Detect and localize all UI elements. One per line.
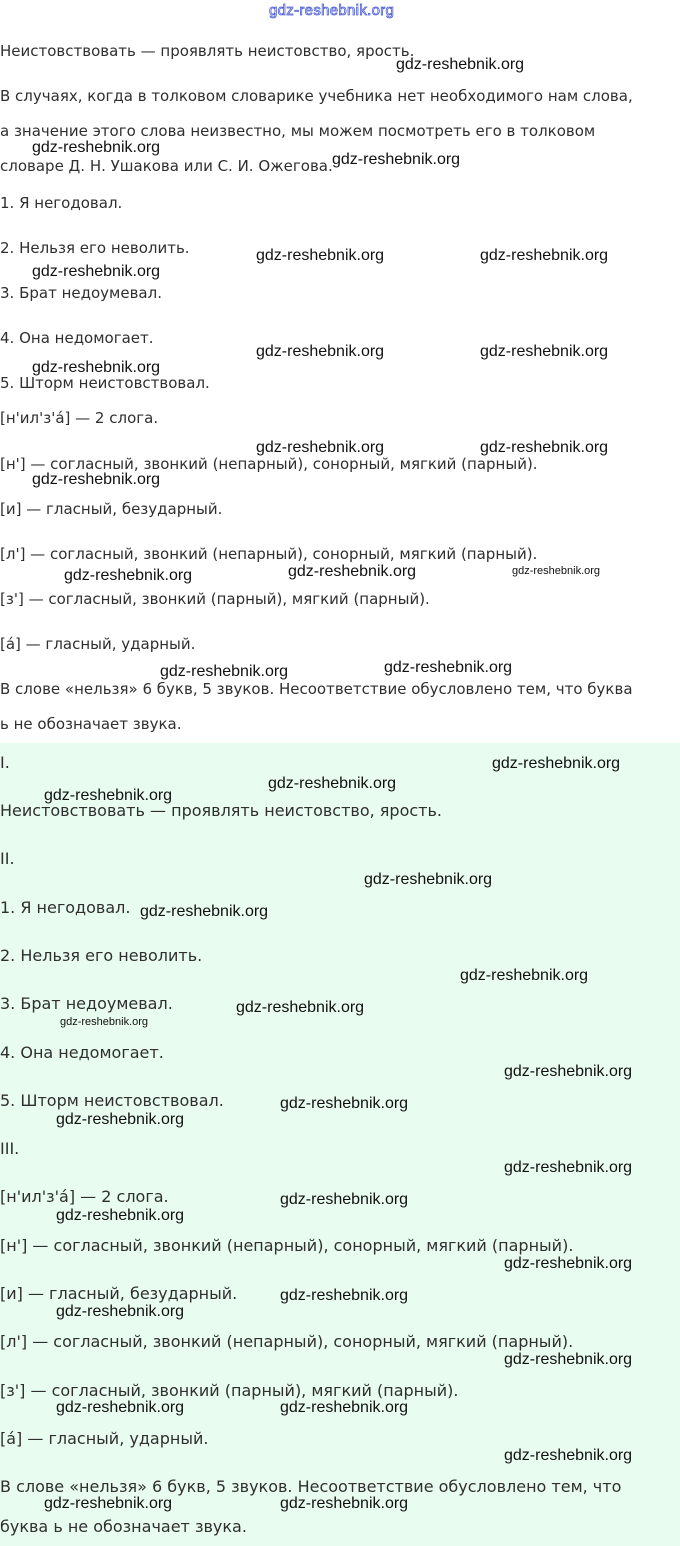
phonetic-line: [н'ил'з'а́] — 2 слога. <box>0 1187 169 1206</box>
phonetic-line: [а́] — гласный, ударный. <box>0 1429 209 1448</box>
conclusion-text: буква ь не обозначает звука. <box>0 1517 247 1536</box>
watermark-text: gdz-reshebnik.org <box>256 343 385 360</box>
watermark-text: gdz-reshebnik.org <box>504 1159 633 1176</box>
phonetic-line: [а́] — гласный, ударный. <box>0 635 196 653</box>
roman-numeral: I. <box>0 753 10 772</box>
watermark-text: gdz-reshebnik.org <box>288 563 417 580</box>
sentence-item: 2. Нельзя его неволить. <box>0 946 203 965</box>
answer-section-highlighted <box>0 743 680 1546</box>
definition-text: Неистовствовать — проявлять неистовство, ярость. <box>0 42 415 60</box>
sentence-item: 4. Она недомогает. <box>0 1043 164 1062</box>
sentence-item: 2. Нельзя его неволить. <box>0 239 190 257</box>
sentence-item: 5. Шторм неистовствовал. <box>0 1091 224 1110</box>
watermark-text: gdz-reshebnik.org <box>280 1095 409 1112</box>
watermark-text: gdz-reshebnik.org <box>480 343 609 360</box>
phonetic-line: [и] — гласный, безударный. <box>0 1284 238 1303</box>
watermark-text: gdz-reshebnik.org <box>56 1303 185 1320</box>
watermark-text: gdz-reshebnik.org <box>512 565 601 577</box>
explanation-text: словаре Д. Н. Ушакова или С. И. Ожегова. <box>0 157 333 175</box>
watermark-text: gdz-reshebnik.org <box>280 1495 409 1512</box>
phonetic-line: [з'] — согласный, звонкий (парный), мягкий (парный). <box>0 590 430 608</box>
watermark-text: gdz-reshebnik.org <box>256 439 385 456</box>
explanation-text: В случаях, когда в толковом словарике учебника нет необходимого нам слова, <box>0 87 633 105</box>
watermark-text: gdz-reshebnik.org <box>256 247 385 264</box>
watermark-text: gdz-reshebnik.org <box>280 1399 409 1416</box>
watermark-text: gdz-reshebnik.org <box>280 1287 409 1304</box>
site-watermark: gdz-reshebnik.org <box>269 2 395 19</box>
watermark-text: gdz-reshebnik.org <box>396 56 525 73</box>
watermark-text: gdz-reshebnik.org <box>504 1063 633 1080</box>
phonetic-line: [н'] — согласный, звонкий (непарный), сонорный, мягкий (парный). <box>0 1236 574 1255</box>
watermark-text: gdz-reshebnik.org <box>160 663 289 680</box>
sentence-item: 3. Брат недоумевал. <box>0 284 162 302</box>
watermark-text: gdz-reshebnik.org <box>32 471 161 488</box>
watermark-text: gdz-reshebnik.org <box>32 263 161 280</box>
watermark-text: gdz-reshebnik.org <box>384 659 513 676</box>
watermark-text: gdz-reshebnik.org <box>44 1495 173 1512</box>
watermark-text: gdz-reshebnik.org <box>480 439 609 456</box>
watermark-text: gdz-reshebnik.org <box>332 151 461 168</box>
sentence-item: 4. Она недомогает. <box>0 329 154 347</box>
watermark-text: gdz-reshebnik.org <box>44 787 173 804</box>
roman-numeral: II. <box>0 849 15 868</box>
watermark-text: gdz-reshebnik.org <box>64 567 193 584</box>
phonetic-line: [н'ил'з'а́] — 2 слога. <box>0 409 159 427</box>
watermark-text: gdz-reshebnik.org <box>504 1255 633 1272</box>
conclusion-text: ь не обозначает звука. <box>0 715 182 733</box>
watermark-text: gdz-reshebnik.org <box>504 1351 633 1368</box>
watermark-text: gdz-reshebnik.org <box>56 1399 185 1416</box>
watermark-text: gdz-reshebnik.org <box>268 775 397 792</box>
watermark-text: gdz-reshebnik.org <box>32 359 161 376</box>
phonetic-line: [л'] — согласный, звонкий (непарный), сонорный, мягкий (парный). <box>0 1332 574 1351</box>
watermark-text: gdz-reshebnik.org <box>460 967 589 984</box>
sentence-item: 1. Я негодовал. <box>0 898 131 917</box>
watermark-text: gdz-reshebnik.org <box>236 999 365 1016</box>
watermark-text: gdz-reshebnik.org <box>140 903 269 920</box>
conclusion-text: В слове «нельзя» 6 букв, 5 звуков. Несоответствие обусловлено тем, что <box>0 1477 622 1496</box>
explanation-text: а значение этого слова неизвестно, мы можем посмотреть его в толковом <box>0 122 596 140</box>
watermark-text: gdz-reshebnik.org <box>56 1207 185 1224</box>
watermark-text: gdz-reshebnik.org <box>280 1191 409 1208</box>
watermark-text: gdz-reshebnik.org <box>32 139 161 156</box>
watermark-text: gdz-reshebnik.org <box>504 1447 633 1464</box>
sentence-item: 5. Шторм неистовствовал. <box>0 374 210 392</box>
watermark-text: gdz-reshebnik.org <box>480 247 609 264</box>
phonetic-line: [з'] — согласный, звонкий (парный), мягкий (парный). <box>0 1381 459 1400</box>
phonetic-line: [н'] — согласный, звонкий (непарный), сонорный, мягкий (парный). <box>0 455 538 473</box>
watermark-text: gdz-reshebnik.org <box>56 1111 185 1128</box>
phonetic-line: [л'] — согласный, звонкий (непарный), сонорный, мягкий (парный). <box>0 545 538 563</box>
phonetic-line: [и] — гласный, безударный. <box>0 500 223 518</box>
sentence-item: 3. Брат недоумевал. <box>0 994 173 1013</box>
conclusion-text: В слове «нельзя» 6 букв, 5 звуков. Несоответствие обусловлено тем, что буква <box>0 680 633 698</box>
definition-text: Неистовствовать — проявлять неистовство, ярость. <box>0 801 442 820</box>
watermark-text: gdz-reshebnik.org <box>492 755 621 772</box>
roman-numeral: III. <box>0 1139 20 1158</box>
watermark-text: gdz-reshebnik.org <box>60 1016 149 1028</box>
watermark-text: gdz-reshebnik.org <box>364 871 493 888</box>
sentence-item: 1. Я негодовал. <box>0 194 123 212</box>
